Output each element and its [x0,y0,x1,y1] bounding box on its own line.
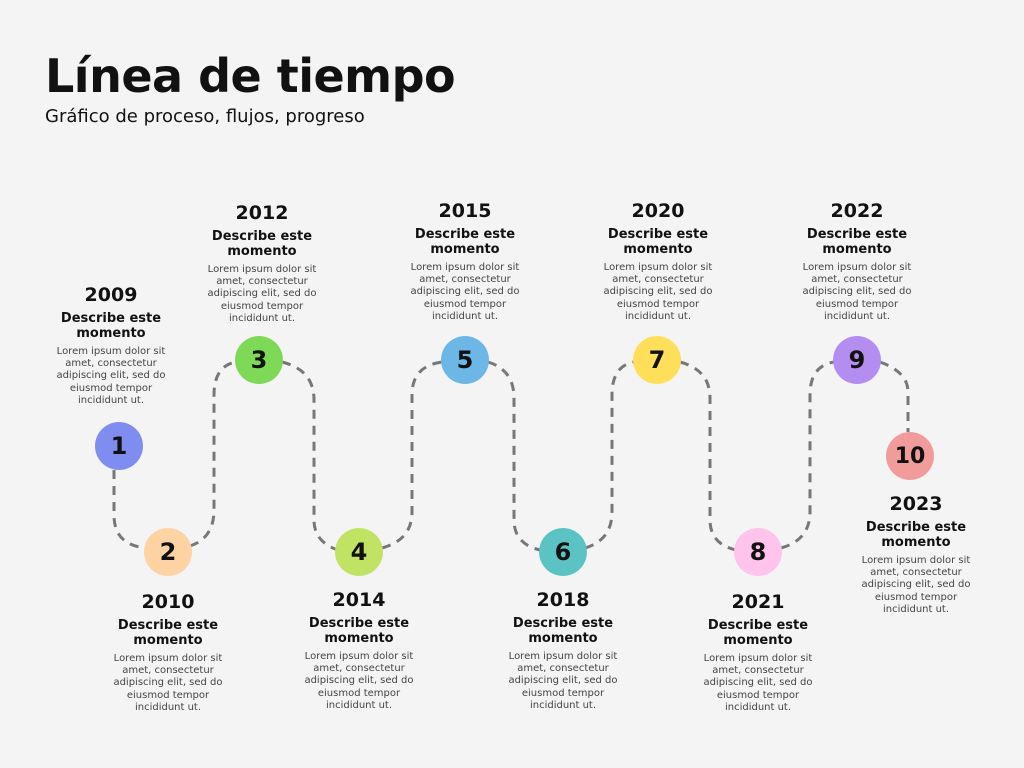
milestone-year: 2020 [631,200,685,222]
milestone-heading: Describe este momento [414,227,516,257]
milestone-text-5 [405,200,525,323]
milestone-heading: Describe este momento [806,227,908,257]
milestone-text-8 [698,591,818,714]
milestone-heading: Describe este momento [308,616,410,646]
milestone-text-7 [598,200,718,323]
milestone-year: 2012 [235,202,289,224]
milestone-node-8: 8 [734,528,782,576]
milestone-heading: Describe este momento [117,618,219,648]
milestone-description: Lorem ipsum dolor sit amet, consectetur adipiscing elit, sed do eiusmod tempor incididunt ut. [304,651,414,711]
milestone-description: Lorem ipsum dolor sit amet, consectetur adipiscing elit, sed do eiusmod tempor incididunt ut. [508,651,618,711]
milestone-year: 2018 [536,589,590,611]
milestone-node-2: 2 [144,528,192,576]
milestone-node-10: 10 [886,432,934,480]
milestone-year: 2014 [332,589,386,611]
milestone-year: 2010 [141,591,195,613]
milestone-node-1: 1 [95,422,143,470]
milestone-text-9 [797,200,917,323]
milestone-text-4 [299,589,419,712]
milestone-text-10 [856,493,976,616]
dashed-path [114,362,908,550]
milestone-description: Lorem ipsum dolor sit amet, consectetur adipiscing elit, sed do eiusmod tempor incididunt ut. [861,555,971,615]
milestone-description: Lorem ipsum dolor sit amet, consectetur adipiscing elit, sed do eiusmod tempor incididunt ut. [410,262,520,322]
milestone-node-9: 9 [833,336,881,384]
milestone-heading: Describe este momento [512,616,614,646]
milestone-heading: Describe este momento [60,311,162,341]
milestone-node-6: 6 [539,528,587,576]
milestone-year: 2022 [830,200,884,222]
milestone-heading: Describe este momento [607,227,709,257]
milestone-year: 2009 [84,284,138,306]
milestone-heading: Describe este momento [211,229,313,259]
milestone-description: Lorem ipsum dolor sit amet, consectetur adipiscing elit, sed do eiusmod tempor incididunt ut. [56,346,166,406]
page-subtitle: Gráfico de proceso, flujos, progreso [45,106,365,127]
milestone-year: 2021 [731,591,785,613]
milestone-description: Lorem ipsum dolor sit amet, consectetur adipiscing elit, sed do eiusmod tempor incididunt ut. [603,262,713,322]
milestone-heading: Describe este momento [707,618,809,648]
milestone-text-3 [202,202,322,325]
milestone-description: Lorem ipsum dolor sit amet, consectetur adipiscing elit, sed do eiusmod tempor incididunt ut. [703,653,813,713]
milestone-year: 2023 [889,493,943,515]
milestone-text-6 [503,589,623,712]
page-title: Línea de tiempo [45,49,456,103]
milestone-node-4: 4 [335,528,383,576]
milestone-node-5: 5 [441,336,489,384]
milestone-heading: Describe este momento [865,520,967,550]
milestone-year: 2015 [438,200,492,222]
milestone-description: Lorem ipsum dolor sit amet, consectetur adipiscing elit, sed do eiusmod tempor incididunt ut. [113,653,223,713]
milestone-text-1 [51,284,171,407]
milestone-node-3: 3 [235,336,283,384]
milestone-description: Lorem ipsum dolor sit amet, consectetur adipiscing elit, sed do eiusmod tempor incididunt ut. [802,262,912,322]
milestone-text-2 [108,591,228,714]
milestone-description: Lorem ipsum dolor sit amet, consectetur adipiscing elit, sed do eiusmod tempor incididunt ut. [207,264,317,324]
milestone-node-7: 7 [633,336,681,384]
